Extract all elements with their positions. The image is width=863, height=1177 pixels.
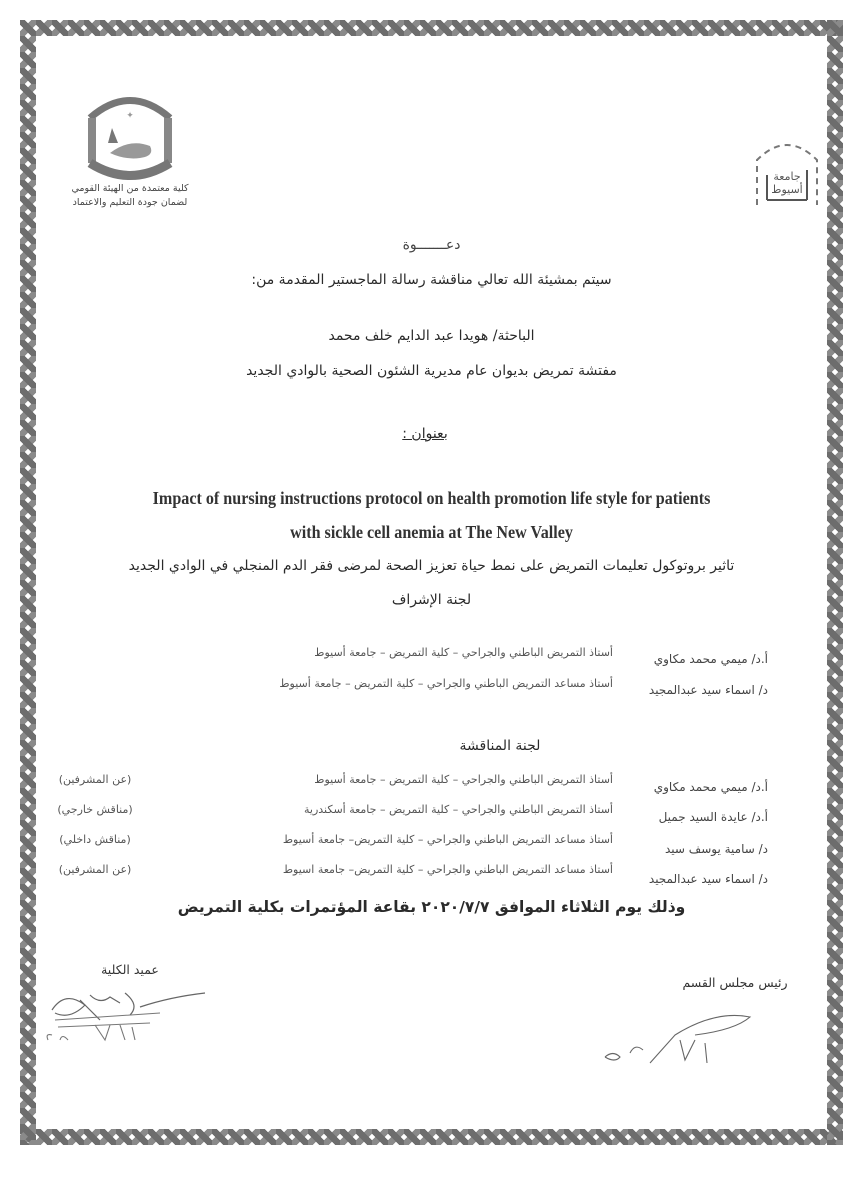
accreditation-line-2: لضمان جودة التعليم والاعتماد [72,197,188,208]
examiner-role: (مناقش خارجي) [57,803,133,816]
border-bottom [20,1129,843,1145]
thesis-title-english-line-2: with sickle cell anemia at The New Valley [290,522,573,542]
border-top [20,20,843,36]
department-head-signature [595,1005,765,1070]
invitation-heading: دعـــــــوة [402,237,461,253]
defense-date-line: وذلك يوم الثلاثاء الموافق ٢٠٢٠/٧/٧ بقاعة المؤتمرات بكلية التمريض [177,898,686,916]
examiner-name: د/ اسماء سيد عبدالمجيد [648,872,768,886]
accreditation-line-1: كلية معتمدة من الهيئة القومي [71,183,189,194]
examiner-position: أستاذ مساعد التمريض الباطني والجراحي – كلية التمريض– جامعة أسيوط [282,833,613,846]
supervisor-name: د/ اسماء سيد عبدالمجيد [648,683,768,697]
researcher-name: الباحثة/ هويدا عبد الدايم خلف محمد [328,328,535,344]
dean-label: عميد الكلية [101,962,159,977]
examiner-position: أستاذ التمريض الباطني والجراحي – كلية التمريض – جامعة أسكندرية [304,803,613,816]
examiner-role: (مناقش داخلي) [59,833,131,846]
discussion-heading: لجنة المناقشة [459,738,541,754]
right-logo-text: جامعة أسيوط [771,170,803,196]
supervisor-name: أ.د/ ميمي محمد مكاوي [653,652,768,666]
dean-signature [40,985,210,1050]
supervision-heading: لجنة الإشراف [391,592,472,608]
supervisor-position: أستاذ مساعد التمريض الباطني والجراحي – كلية التمريض – جامعة أسيوط [279,677,613,690]
border-right [827,20,843,1145]
examiner-name: أ.د/ ميمي محمد مكاوي [653,780,768,794]
examiner-position: أستاذ التمريض الباطني والجراحي – كلية التمريض – جامعة أسيوط [314,773,613,786]
intro-text: سيتم بمشيئة الله تعالي مناقشة رسالة الماجستير المقدمة من: [251,272,612,288]
svg-text:✦: ✦ [126,111,134,121]
examiner-name: د/ سامية يوسف سيد [664,842,768,856]
faculty-seal-logo [80,88,180,183]
examiner-position: أستاذ مساعد التمريض الباطني والجراحي – كلية التمريض– جامعة اسيوط [282,863,613,876]
supervisor-position: أستاذ التمريض الباطني والجراحي – كلية التمريض – جامعة أسيوط [314,646,613,659]
researcher-job: مفتشة تمريض بديوان عام مديرية الشئون الصحية بالوادي الجديد [246,363,617,379]
title-label: بعنوان : [402,426,448,442]
assiut-university-logo [752,130,822,208]
thesis-title-english-line-1: Impact of nursing instructions protocol on health promotion life style for patients [152,488,711,508]
examiner-name: أ.د/ عايدة السيد جميل [658,810,768,824]
examiner-role: (عن المشرفين) [58,773,132,786]
border-left [20,20,36,1145]
accreditation-text [60,182,200,210]
department-head-label: رئيس مجلس القسم [682,975,788,990]
examiner-role: (عن المشرفين) [58,863,132,876]
thesis-title-arabic: تاثير بروتوكول تعليمات التمريض على نمط حياة تعزيز الصحة لمرضى فقر الدم المنجلي في الوادي الجديد [128,558,735,574]
